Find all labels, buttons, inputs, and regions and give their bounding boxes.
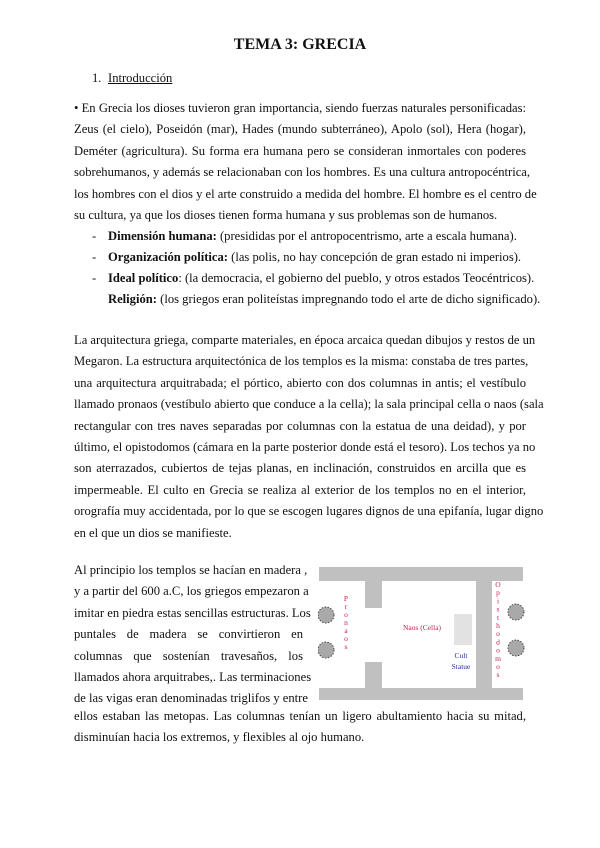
text-line: sobrehumanos, y además se relacionaban con los hombres. Es una cultura antropocéntrica,	[74, 165, 531, 180]
text-line: llamado pronaos (vestíbulo abierto que conduce a la cella); la sala principal cella o naos (sala	[74, 397, 544, 412]
text-line: impermeable. El culto en Grecia se realiza al exterior de los templos no en el interior,	[74, 482, 526, 497]
cult-statue-base	[454, 614, 472, 645]
text-line: en el que un dios se manifieste.	[74, 525, 232, 540]
list-term: Ideal político	[108, 271, 179, 286]
list-text: (presididas por el antropocentrismo, arte a escala humana).	[216, 229, 517, 243]
pronaos-wall-bottom	[365, 662, 382, 688]
column-icon	[508, 604, 524, 620]
text-line: Deméter (agricultura). Su forma era humana pero se consideran inmortales con poderes	[74, 143, 526, 158]
text-line: orografía muy accidentada, por lo que se escogen lugares dignos de una epifanía, lugar digno	[74, 504, 544, 519]
text-line: y a partir del 600 a.C, los griegos empezaron a	[74, 584, 309, 599]
list-dash: -	[92, 271, 97, 286]
text-line: los hombres con el dios y el arte construido a medida del hombre. El hombre es el centro de	[74, 186, 537, 201]
list-text: (las polis, no hay concepción de gran estado ni imperios).	[227, 250, 522, 265]
architecture-paragraph	[74, 330, 544, 544]
text-line: son aterrazados, cubiertos de tejas planas, en inclinación, construidos en arcilla que es	[74, 461, 526, 476]
text-line: columnas que sostenían travesaños, los	[74, 648, 303, 663]
opisthodomos-wall	[476, 581, 492, 688]
list-item	[92, 268, 535, 289]
page-title: TEMA 3: GRECIA	[233, 36, 367, 53]
text-line: último, el opistodomos (cámara en la parte posterior donde está el tesoro). Los techos ya no	[74, 439, 536, 454]
list-item	[92, 247, 532, 268]
top-wall	[319, 567, 523, 581]
bottom-wall	[319, 688, 523, 700]
text-line: puntales de madera se convirtieron en	[74, 627, 303, 642]
text-line: de las vigas eran denominadas triglifos y entre	[74, 691, 308, 706]
column-icon	[318, 642, 334, 658]
list-term: Dimensión humana:	[108, 229, 217, 243]
text-line: disminuían hacia los extremos, y flexibles al ojo humano.	[74, 730, 365, 745]
column-icon	[508, 640, 524, 656]
text-line: Al principio los templos se hacían en madera ,	[74, 563, 308, 577]
list-term: Organización política:	[108, 250, 228, 265]
text-line: ellos estaban las metopas. Las columnas tenían un ligero abultamiento hacia su mitad,	[74, 709, 526, 723]
features-list	[92, 226, 541, 310]
temple-floor-plan-diagram	[318, 565, 526, 701]
text-line: Megaron. La estructura arquitectónica de los templos es la misma: constaba de tres partes,	[74, 354, 529, 369]
temple-origins-continuation	[74, 706, 526, 749]
list-term: Religión:	[108, 292, 157, 307]
text-line: su cultura, ya que los dioses tienen forma humana y sus problemas son de humanos.	[74, 207, 498, 222]
list-text: (los griegos eran politeístas impregnando todo el arte de dicho significado).	[156, 292, 541, 307]
text-line: imitar en piedra estas sencillas estructuras. Los	[74, 605, 311, 620]
list-dash: -	[92, 229, 97, 243]
text-line: La arquitectura griega, comparte materiales, en época arcaica quedan dibujos y restos de un	[74, 333, 536, 347]
opisthodomos-label: O p i s t h o d o m o s	[495, 580, 501, 680]
text-line: Zeus (el cielo), Poseidón (mar), Hades (mundo subterráneo), Apolo (sol), Hera (hogar),	[74, 122, 526, 137]
section-label: Introducción	[108, 71, 173, 85]
statue-label: Statue	[451, 662, 471, 671]
pronaos-wall-top	[365, 581, 382, 608]
naos-label: Naos (Cella)	[402, 623, 442, 632]
section-number: 1.	[92, 71, 102, 85]
temple-origins-paragraph	[74, 560, 312, 710]
list-dash: -	[92, 250, 97, 265]
section-heading	[92, 71, 173, 86]
pronaos-label: P r o n a o s	[343, 594, 349, 651]
text-line: llamados ahora arquitrabes,. Las terminaciones	[74, 669, 312, 684]
column-icon	[318, 607, 334, 623]
intro-paragraph	[74, 98, 537, 226]
cult-label: Cult	[454, 651, 468, 660]
text-line: • En Grecia los dioses tuvieron gran importancia, siendo fuerzas naturales personificadas:	[74, 101, 526, 115]
temple-walls	[319, 567, 523, 700]
list-item	[92, 226, 532, 247]
text-line: una arquitectura arquitrabada; el pórtico, abierto con dos columnas in antis; el vestíbulo	[74, 375, 526, 390]
text-line: rectangular con tres naves separadas por columnas con la estatua de una deidad), y por	[74, 418, 526, 433]
list-text: : (la democracia, el gobierno del pueblo, y otros estados Teocéntricos).	[178, 271, 535, 286]
list-item	[92, 289, 541, 310]
